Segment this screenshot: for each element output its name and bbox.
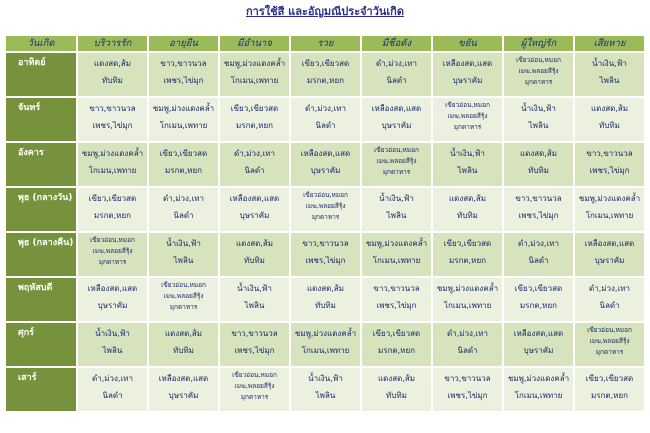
cell-line: บุษราคัม (97, 301, 128, 310)
table-cell (575, 368, 644, 413)
table-cell (149, 143, 218, 188)
cell-line: โกเมน,เพทาย (585, 211, 634, 220)
cell-line: ทับทิม (386, 391, 407, 400)
cell-line: มรกต,หยก (520, 301, 557, 310)
cell-line: นิลดำ (102, 391, 123, 400)
cell-line: ดำ,ม่วง,เทา (447, 329, 488, 338)
table-cell (149, 323, 218, 368)
cell-line: น้ำเงิน,ฟ้า (521, 104, 556, 113)
cell-line: เขียว,เขียวสด (443, 239, 492, 248)
cell-line: เมฆ,พลอยสีรุ้ง (163, 292, 204, 300)
cell-line: เพชร,ไข่มุก (234, 346, 275, 355)
table-cell (575, 323, 644, 368)
cell-line: เพชร,ไข่มุก (518, 211, 559, 220)
table-cell (291, 368, 360, 413)
cell-line: โกเมน,เพทาย (230, 76, 279, 85)
table-cell (291, 233, 360, 278)
table-cell (149, 53, 218, 98)
table-cell (433, 323, 502, 368)
table-cell (149, 368, 218, 413)
table-cell (291, 323, 360, 368)
table-cell (433, 188, 502, 233)
table-cell (433, 368, 502, 413)
cell-line: บุษราคัม (452, 76, 483, 85)
table-cell (362, 98, 431, 143)
table-cell (362, 188, 431, 233)
cell-line: ไพลิน (102, 346, 123, 355)
day-label: พุธ (กลางคืน) (6, 233, 76, 278)
cell-line: มุกดาหาร (240, 393, 269, 401)
cell-line: นิลดำ (173, 211, 194, 220)
table-cell (433, 278, 502, 323)
cell-line: ทับทิม (528, 166, 549, 175)
cell-line: ไพลิน (244, 301, 265, 310)
cell-line: เขียว,เขียวสด (585, 374, 634, 383)
table-row (6, 188, 644, 233)
cell-line: แดงสด,ส้ม (235, 239, 274, 248)
page-title: การใช้สี และอัญมณีประจำวันเกิด (246, 5, 404, 18)
table-cell (149, 98, 218, 143)
cell-line: มรกต,หยก (94, 211, 131, 220)
header-cell: ขยัน (433, 36, 502, 53)
table-cell (291, 53, 360, 98)
cell-line: เหลืองสด,แสด (158, 374, 209, 383)
cell-line: เพชร,ไข่มุก (589, 166, 630, 175)
header-cell: มีอำนาจ (220, 36, 289, 53)
cell-line: เขียวอ่อน,หมอก (587, 326, 632, 334)
cell-line: ขาว,ขาวนวล (515, 194, 562, 203)
cell-line: เหลืองสด,แสด (229, 194, 280, 203)
table-cell (433, 98, 502, 143)
table-cell (433, 53, 502, 98)
cell-line: บุษราคัม (239, 211, 270, 220)
cell-line: ขาว,ขาวนวล (160, 59, 207, 68)
table-cell (575, 98, 644, 143)
cell-line: เพชร,ไข่มุก (305, 256, 346, 265)
cell-line: ชมพู,ม่วงแดงคล้ำ (152, 104, 215, 113)
cell-line: ทับทิม (244, 256, 265, 265)
table-header-row (6, 36, 644, 53)
table-cell (78, 323, 147, 368)
cell-line: นิลดำ (315, 121, 336, 130)
table-cell (78, 188, 147, 233)
cell-line: เมฆ,พลอยสีรุ้ง (234, 382, 275, 390)
table-cell (362, 53, 431, 98)
table-cell (220, 188, 289, 233)
table-cell (220, 53, 289, 98)
cell-line: เพชร,ไข่มุก (92, 121, 133, 130)
table-cell (575, 188, 644, 233)
header-cell: ผู้ใหญ่รัก (504, 36, 573, 53)
cell-line: โกเมน,เพทาย (159, 121, 208, 130)
cell-line: บุษราคัม (523, 346, 554, 355)
cell-line: น้ำเงิน,ฟ้า (166, 239, 201, 248)
cell-line: ชมพู,ม่วงแดงคล้ำ (436, 284, 499, 293)
cell-line: ชมพู,ม่วงแดงคล้ำ (294, 329, 357, 338)
cell-line: บุษราคัม (168, 391, 199, 400)
table-cell (291, 188, 360, 233)
table-cell (149, 278, 218, 323)
day-label: พฤหัสบดี (6, 278, 76, 323)
table-cell (220, 278, 289, 323)
cell-line: ทับทิม (315, 301, 336, 310)
cell-line: ไพลิน (457, 166, 478, 175)
table-cell (220, 233, 289, 278)
cell-line: เขียว,เขียวสด (301, 59, 350, 68)
cell-line: ขาว,ขาวนวล (231, 329, 278, 338)
cell-line: ทับทิม (457, 211, 478, 220)
table-cell (575, 143, 644, 188)
table-cell (149, 233, 218, 278)
cell-line: โกเมน,เพทาย (514, 391, 563, 400)
table-cell (575, 278, 644, 323)
table-cell (362, 143, 431, 188)
cell-line: เขียว,เขียวสด (372, 329, 421, 338)
cell-line: แดงสด,ส้ม (93, 59, 132, 68)
cell-line: เขียวอ่อน,หมอก (161, 281, 206, 289)
cell-line: มรกต,หยก (165, 166, 202, 175)
table-cell (504, 188, 573, 233)
table-cell (362, 368, 431, 413)
cell-line: ดำ,ม่วง,เทา (92, 374, 133, 383)
cell-line: เขียวอ่อน,หมอก (445, 101, 490, 109)
cell-line: ขาว,ขาวนวล (89, 104, 136, 113)
table-cell (78, 278, 147, 323)
cell-line: ชมพู,ม่วงแดงคล้ำ (578, 194, 641, 203)
header-cell: เสียหาย (575, 36, 644, 53)
cell-line: ไพลิน (173, 256, 194, 265)
cell-line: เหลืองสด,แสด (87, 284, 138, 293)
cell-line: เมฆ,พลอยสีรุ้ง (447, 112, 488, 120)
cell-line: ไพลิน (386, 211, 407, 220)
cell-line: บุษราคัม (594, 256, 625, 265)
cell-line: น้ำเงิน,ฟ้า (379, 194, 414, 203)
table-cell (220, 98, 289, 143)
cell-line: ชมพู,ม่วงแดงคล้ำ (81, 149, 144, 158)
cell-line: เขียวอ่อน,หมอก (90, 236, 135, 244)
cell-line: เหลืองสด,แสด (442, 59, 493, 68)
cell-line: มุกดาหาร (382, 168, 411, 176)
cell-line: เขียว,เขียวสด (159, 149, 208, 158)
cell-line: เขียว,เขียวสด (88, 194, 137, 203)
cell-line: มรกต,หยก (378, 346, 415, 355)
table-cell (504, 53, 573, 98)
table-cell (504, 98, 573, 143)
cell-line: ขาว,ขาวนวล (373, 284, 420, 293)
table-cell (220, 143, 289, 188)
table-cell (220, 323, 289, 368)
cell-line: แดงสด,ส้ม (306, 284, 345, 293)
table-cell (575, 233, 644, 278)
cell-line: น้ำเงิน,ฟ้า (592, 59, 627, 68)
cell-line: แดงสด,ส้ม (377, 374, 416, 383)
day-label: พุธ (กลางวัน) (6, 188, 76, 233)
cell-line: ขาว,ขาวนวล (586, 149, 633, 158)
table-cell (220, 368, 289, 413)
cell-line: เมฆ,พลอยสีรุ้ง (376, 157, 417, 165)
cell-line: เมฆ,พลอยสีรุ้ง (589, 337, 630, 345)
table-row (6, 98, 644, 143)
cell-line: มรกต,หยก (307, 76, 344, 85)
cell-line: บุษราคัม (381, 121, 412, 130)
cell-line: ดำ,ม่วง,เทา (589, 284, 630, 293)
table-row (6, 53, 644, 98)
cell-line: มุกดาหาร (98, 258, 127, 266)
cell-line: เมฆ,พลอยสีรุ้ง (305, 202, 346, 210)
cell-line: เพชร,ไข่มุก (163, 76, 204, 85)
header-cell: อายุยืน (149, 36, 218, 53)
birthday-color-table (4, 36, 646, 413)
header-cell: รวย (291, 36, 360, 53)
cell-line: ขาว,ขาวนวล (444, 374, 491, 383)
table-cell (291, 278, 360, 323)
table-cell (78, 98, 147, 143)
table-cell (362, 233, 431, 278)
cell-line: แดงสด,ส้ม (590, 104, 629, 113)
cell-line: ไพลิน (599, 76, 620, 85)
cell-line: บุษราคัม (310, 166, 341, 175)
cell-line: เพชร,ไข่มุก (376, 301, 417, 310)
table-cell (362, 278, 431, 323)
header-cell: วันเกิด (6, 36, 76, 53)
cell-line: น้ำเงิน,ฟ้า (237, 284, 272, 293)
table-cell (291, 98, 360, 143)
cell-line: เขียวอ่อน,หมอก (303, 191, 348, 199)
cell-line: เขียวอ่อน,หมอก (232, 371, 277, 379)
table-row (6, 143, 644, 188)
table-cell (504, 323, 573, 368)
cell-line: ดำ,ม่วง,เทา (163, 194, 204, 203)
cell-line: แดงสด,ส้ม (519, 149, 558, 158)
cell-line: มรกต,หยก (449, 256, 486, 265)
cell-line: เมฆ,พลอยสีรุ้ง (92, 247, 133, 255)
day-label: เสาร์ (6, 368, 76, 413)
table-body (6, 53, 644, 413)
cell-line: เขียว,เขียวสด (230, 104, 279, 113)
table-cell (504, 278, 573, 323)
cell-line: ดำ,ม่วง,เทา (305, 104, 346, 113)
day-label: อังคาร (6, 143, 76, 188)
cell-line: น้ำเงิน,ฟ้า (450, 149, 485, 158)
cell-line: โกเมน,เพทาย (372, 256, 421, 265)
cell-line: ดำ,ม่วง,เทา (518, 239, 559, 248)
table-cell (78, 143, 147, 188)
cell-line: ดำ,ม่วง,เทา (234, 149, 275, 158)
cell-line: ขาว,ขาวนวล (302, 239, 349, 248)
table-cell (433, 143, 502, 188)
table-cell (433, 233, 502, 278)
cell-line: แดงสด,ส้ม (448, 194, 487, 203)
table-cell (504, 233, 573, 278)
table-cell (504, 143, 573, 188)
table-row (6, 323, 644, 368)
cell-line: เขียวอ่อน,หมอก (516, 56, 561, 64)
table-cell (575, 53, 644, 98)
cell-line: เหลืองสด,แสด (513, 329, 564, 338)
cell-line: มุกดาหาร (311, 213, 340, 221)
cell-line: นิลดำ (599, 301, 620, 310)
cell-line: ดำ,ม่วง,เทา (376, 59, 417, 68)
header-cell: บริวารรัก (78, 36, 147, 53)
cell-line: นิลดำ (528, 256, 549, 265)
cell-line: มรกต,หยก (236, 121, 273, 130)
table-cell (78, 53, 147, 98)
cell-line: นิลดำ (386, 76, 407, 85)
cell-line: เหลืองสด,แสด (584, 239, 635, 248)
table-cell (362, 323, 431, 368)
cell-line: นิลดำ (457, 346, 478, 355)
cell-line: มรกต,หยก (591, 391, 628, 400)
cell-line: เขียวอ่อน,หมอก (374, 146, 419, 154)
day-label: จันทร์ (6, 98, 76, 143)
cell-line: มุกดาหาร (169, 303, 198, 311)
cell-line: ชมพู,ม่วงแดงคล้ำ (365, 239, 428, 248)
cell-line: ไพลิน (315, 391, 336, 400)
cell-line: นิลดำ (244, 166, 265, 175)
table-cell (504, 368, 573, 413)
cell-line: ชมพู,ม่วงแดงคล้ำ (507, 374, 570, 383)
cell-line: มุกดาหาร (453, 123, 482, 131)
cell-line: เหลืองสด,แสด (300, 149, 351, 158)
table-cell (149, 188, 218, 233)
cell-line: ทับทิม (102, 76, 123, 85)
cell-line: น้ำเงิน,ฟ้า (308, 374, 343, 383)
day-label: ศุกร์ (6, 323, 76, 368)
table-row (6, 233, 644, 278)
table-cell (78, 233, 147, 278)
table-cell (291, 143, 360, 188)
cell-line: ไพลิน (528, 121, 549, 130)
header-cell: มีชื่อดัง (362, 36, 431, 53)
cell-line: มุกดาหาร (595, 348, 624, 356)
cell-line: ชมพู,ม่วงแดงคล้ำ (223, 59, 286, 68)
day-label: อาทิตย์ (6, 53, 76, 98)
table-cell (78, 368, 147, 413)
cell-line: แดงสด,ส้ม (164, 329, 203, 338)
cell-line: โกเมน,เพทาย (88, 166, 137, 175)
cell-line: โกเมน,เพทาย (443, 301, 492, 310)
cell-line: เพชร,ไข่มุก (447, 391, 488, 400)
table-row (6, 368, 644, 413)
cell-line: น้ำเงิน,ฟ้า (95, 329, 130, 338)
cell-line: เมฆ,พลอยสีรุ้ง (518, 67, 559, 75)
cell-line: ทับทิม (173, 346, 194, 355)
cell-line: เขียว,เขียวสด (514, 284, 563, 293)
cell-line: มุกดาหาร (524, 78, 553, 86)
cell-line: เหลืองสด,แสด (371, 104, 422, 113)
table-row (6, 278, 644, 323)
cell-line: ทับทิม (599, 121, 620, 130)
cell-line: โกเมน,เพทาย (301, 346, 350, 355)
